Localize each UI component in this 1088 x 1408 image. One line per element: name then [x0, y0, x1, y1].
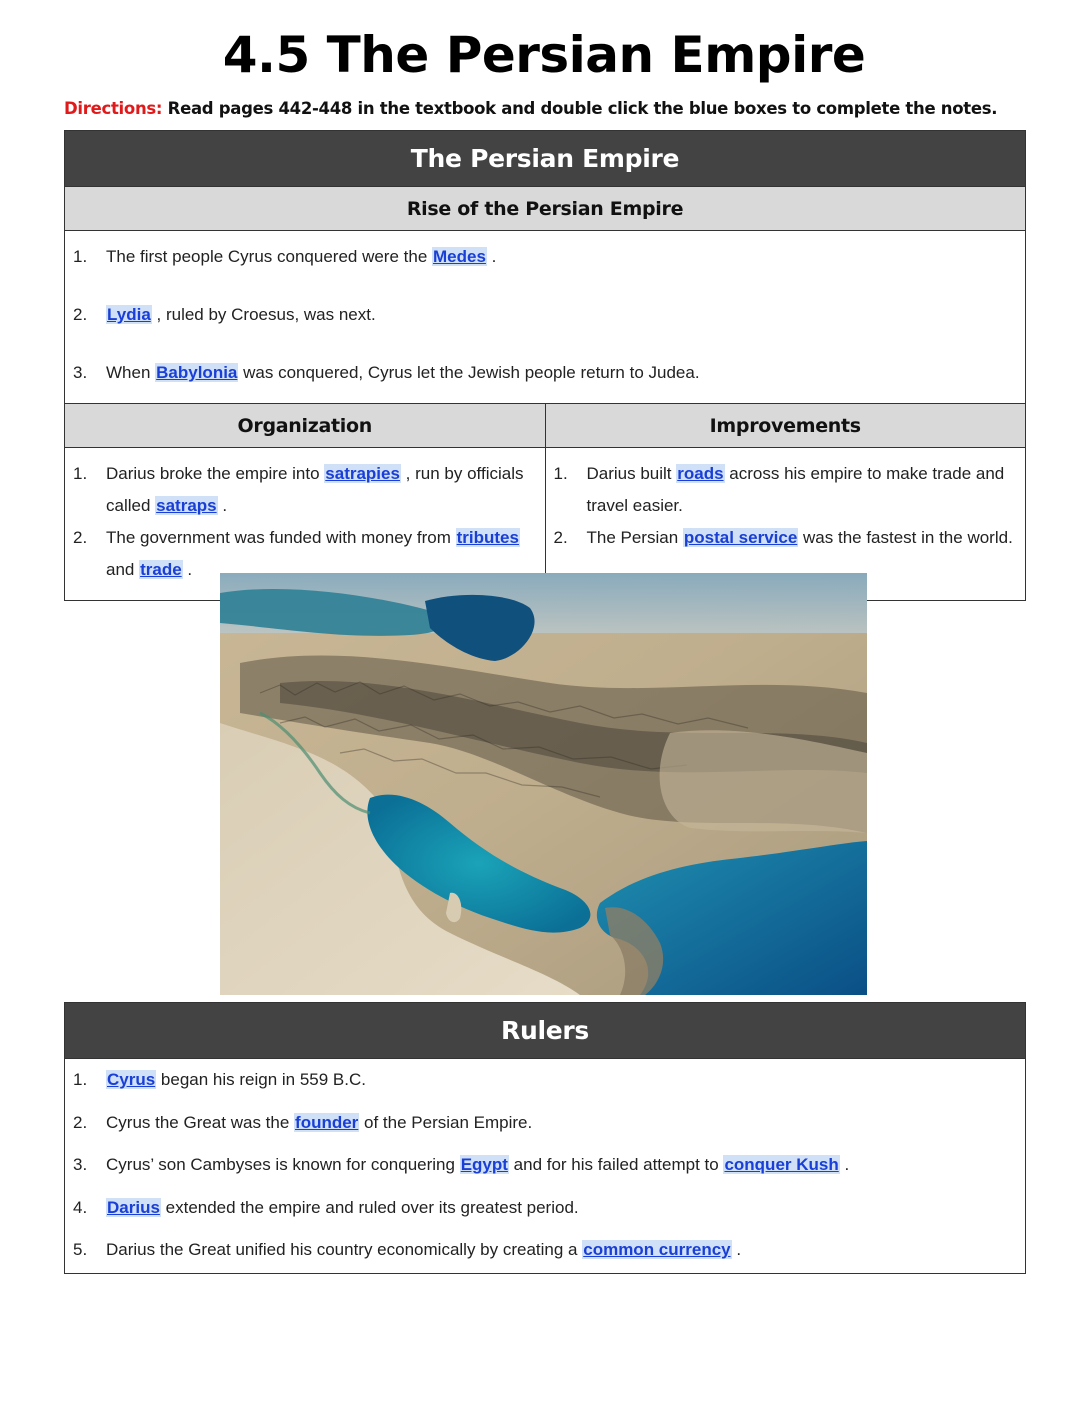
list-item: 3. Cyrus’ son Cambyses is known for conquering Egypt and for his failed attempt to conquer Kush .: [73, 1155, 850, 1174]
list-item: 1. Darius built roads across his empire to make trade and travel easier.: [553, 464, 1005, 515]
subheader-organization: Organization: [65, 404, 546, 448]
answer-box-roads[interactable]: roads: [677, 464, 724, 483]
answer-box-satraps[interactable]: satraps: [156, 496, 217, 515]
rulers-notes: [65, 1059, 1026, 1274]
persian-region-relief-map: [220, 573, 867, 995]
directions-label: Directions:: [64, 99, 163, 118]
list-item: 1. Cyrus began his reign in 559 B.C.: [73, 1070, 366, 1089]
answer-box-satrapies[interactable]: satrapies: [325, 464, 400, 483]
list-item: 1. Darius broke the empire into satrapies , run by officials called satraps .: [73, 464, 524, 515]
subheader-rise: Rise of the Persian Empire: [65, 187, 1026, 231]
list-item: 5. Darius the Great unified his country economically by creating a common currency .: [73, 1240, 742, 1259]
list-item: 1. The first people Cyrus conquered were the Medes .: [73, 247, 497, 266]
list-item: 4. Darius extended the empire and ruled over its greatest period.: [73, 1197, 579, 1217]
section-header-rulers: Rulers: [65, 1003, 1026, 1059]
answer-box-cyrus[interactable]: Cyrus: [107, 1070, 156, 1089]
answer-box-egypt[interactable]: Egypt: [460, 1155, 508, 1174]
relief-map-image: [220, 573, 867, 995]
answer-box-medes[interactable]: Medes: [433, 247, 486, 266]
answer-box-trade[interactable]: trade: [140, 560, 182, 579]
list-item: 2. The Persian postal service was the fastest in the world.: [553, 528, 1013, 547]
directions: [64, 99, 997, 118]
answer-box-common-currency[interactable]: common currency: [583, 1240, 731, 1259]
directions-text: Read pages 442-448 in the textbook and double click the blue boxes to complete the notes.: [167, 99, 998, 118]
page-title: 4.5 The Persian Empire: [222, 26, 866, 84]
answer-box-darius[interactable]: Darius: [107, 1197, 160, 1217]
answer-box-postal-service[interactable]: postal service: [683, 528, 798, 547]
answer-box-founder[interactable]: founder: [295, 1112, 359, 1132]
answer-box-babylonia[interactable]: Babylonia: [156, 363, 238, 382]
list-item: 3. When Babylonia was conquered, Cyrus let the Jewish people return to Judea.: [73, 363, 700, 382]
rise-notes: [65, 231, 1026, 404]
answer-box-conquer-kush[interactable]: conquer Kush: [724, 1155, 839, 1174]
list-item: 2. Cyrus the Great was the founder of the Persian Empire.: [73, 1112, 533, 1132]
answer-box-tributes[interactable]: tributes: [456, 528, 519, 547]
section-header-persian-empire: The Persian Empire: [65, 131, 1026, 187]
answer-box-lydia[interactable]: Lydia: [107, 305, 151, 324]
subheader-improvements: Improvements: [545, 404, 1026, 448]
list-item: 2. Lydia , ruled by Croesus, was next.: [73, 305, 376, 324]
list-item: 2. The government was funded with money from tributes and trade .: [73, 528, 519, 579]
rulers-table: [64, 1002, 1026, 1274]
persian-empire-table: [64, 130, 1026, 601]
